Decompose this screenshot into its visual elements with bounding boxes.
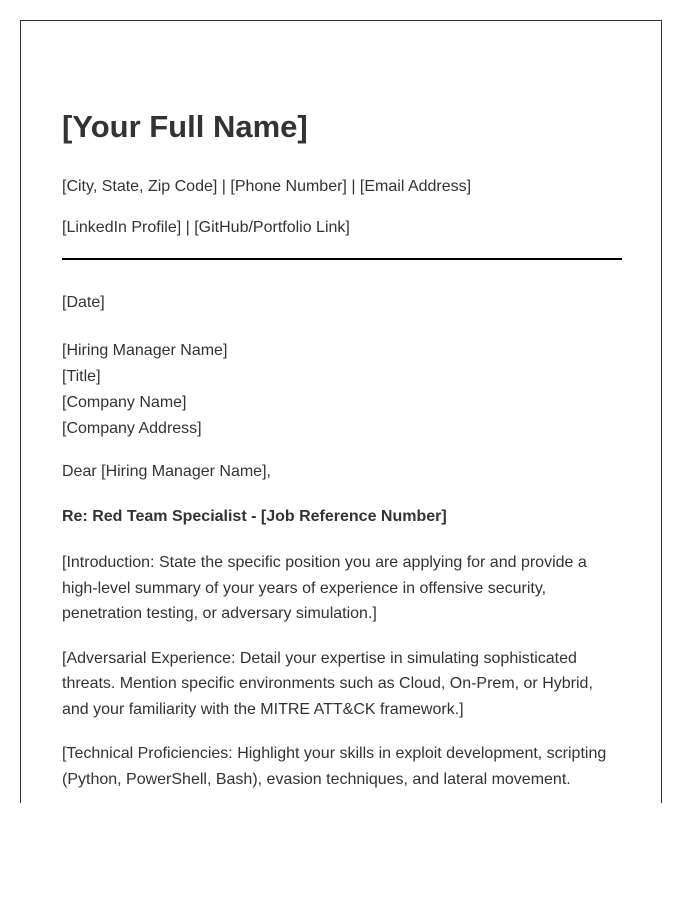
- letter-date: [Date]: [62, 294, 105, 311]
- letter-page: [20, 20, 662, 803]
- recipient-title: [Title]: [62, 368, 101, 385]
- header-divider: [62, 258, 622, 260]
- recipient-block: [62, 338, 622, 442]
- subject-line: Re: Red Team Specialist - [Job Reference Number]: [62, 508, 447, 525]
- paragraph-technical-proficiencies: [Technical Proficiencies: Highlight your skills in exploit development, scripting (Python, PowerShell, Bash), evasion techniques, and lateral movement.: [62, 745, 607, 788]
- applicant-name: [Your Full Name]: [62, 109, 308, 144]
- recipient-company: [Company Name]: [62, 394, 187, 411]
- recipient-address: [Company Address]: [62, 420, 202, 437]
- paragraph-adversarial-experience: [Adversarial Experience: Detail your expertise in simulating sophisticated threats. Mention specific environments such as Cloud, On-Prem, or Hybrid, and your familiarity with the MITRE ATT&CK framework.]: [62, 649, 593, 718]
- contact-line-links: [LinkedIn Profile] | [GitHub/Portfolio Link]: [62, 219, 350, 236]
- letter-content: [62, 109, 622, 792]
- salutation: Dear [Hiring Manager Name],: [62, 463, 271, 480]
- contact-line-address-phone-email: [City, State, Zip Code] | [Phone Number] | [Email Address]: [62, 178, 472, 195]
- recipient-name: [Hiring Manager Name]: [62, 342, 228, 359]
- paragraph-introduction: [Introduction: State the specific position you are applying for and provide a high-level summary of your years of experience in offensive security, penetration testing, or adversary simulation.]: [62, 554, 587, 622]
